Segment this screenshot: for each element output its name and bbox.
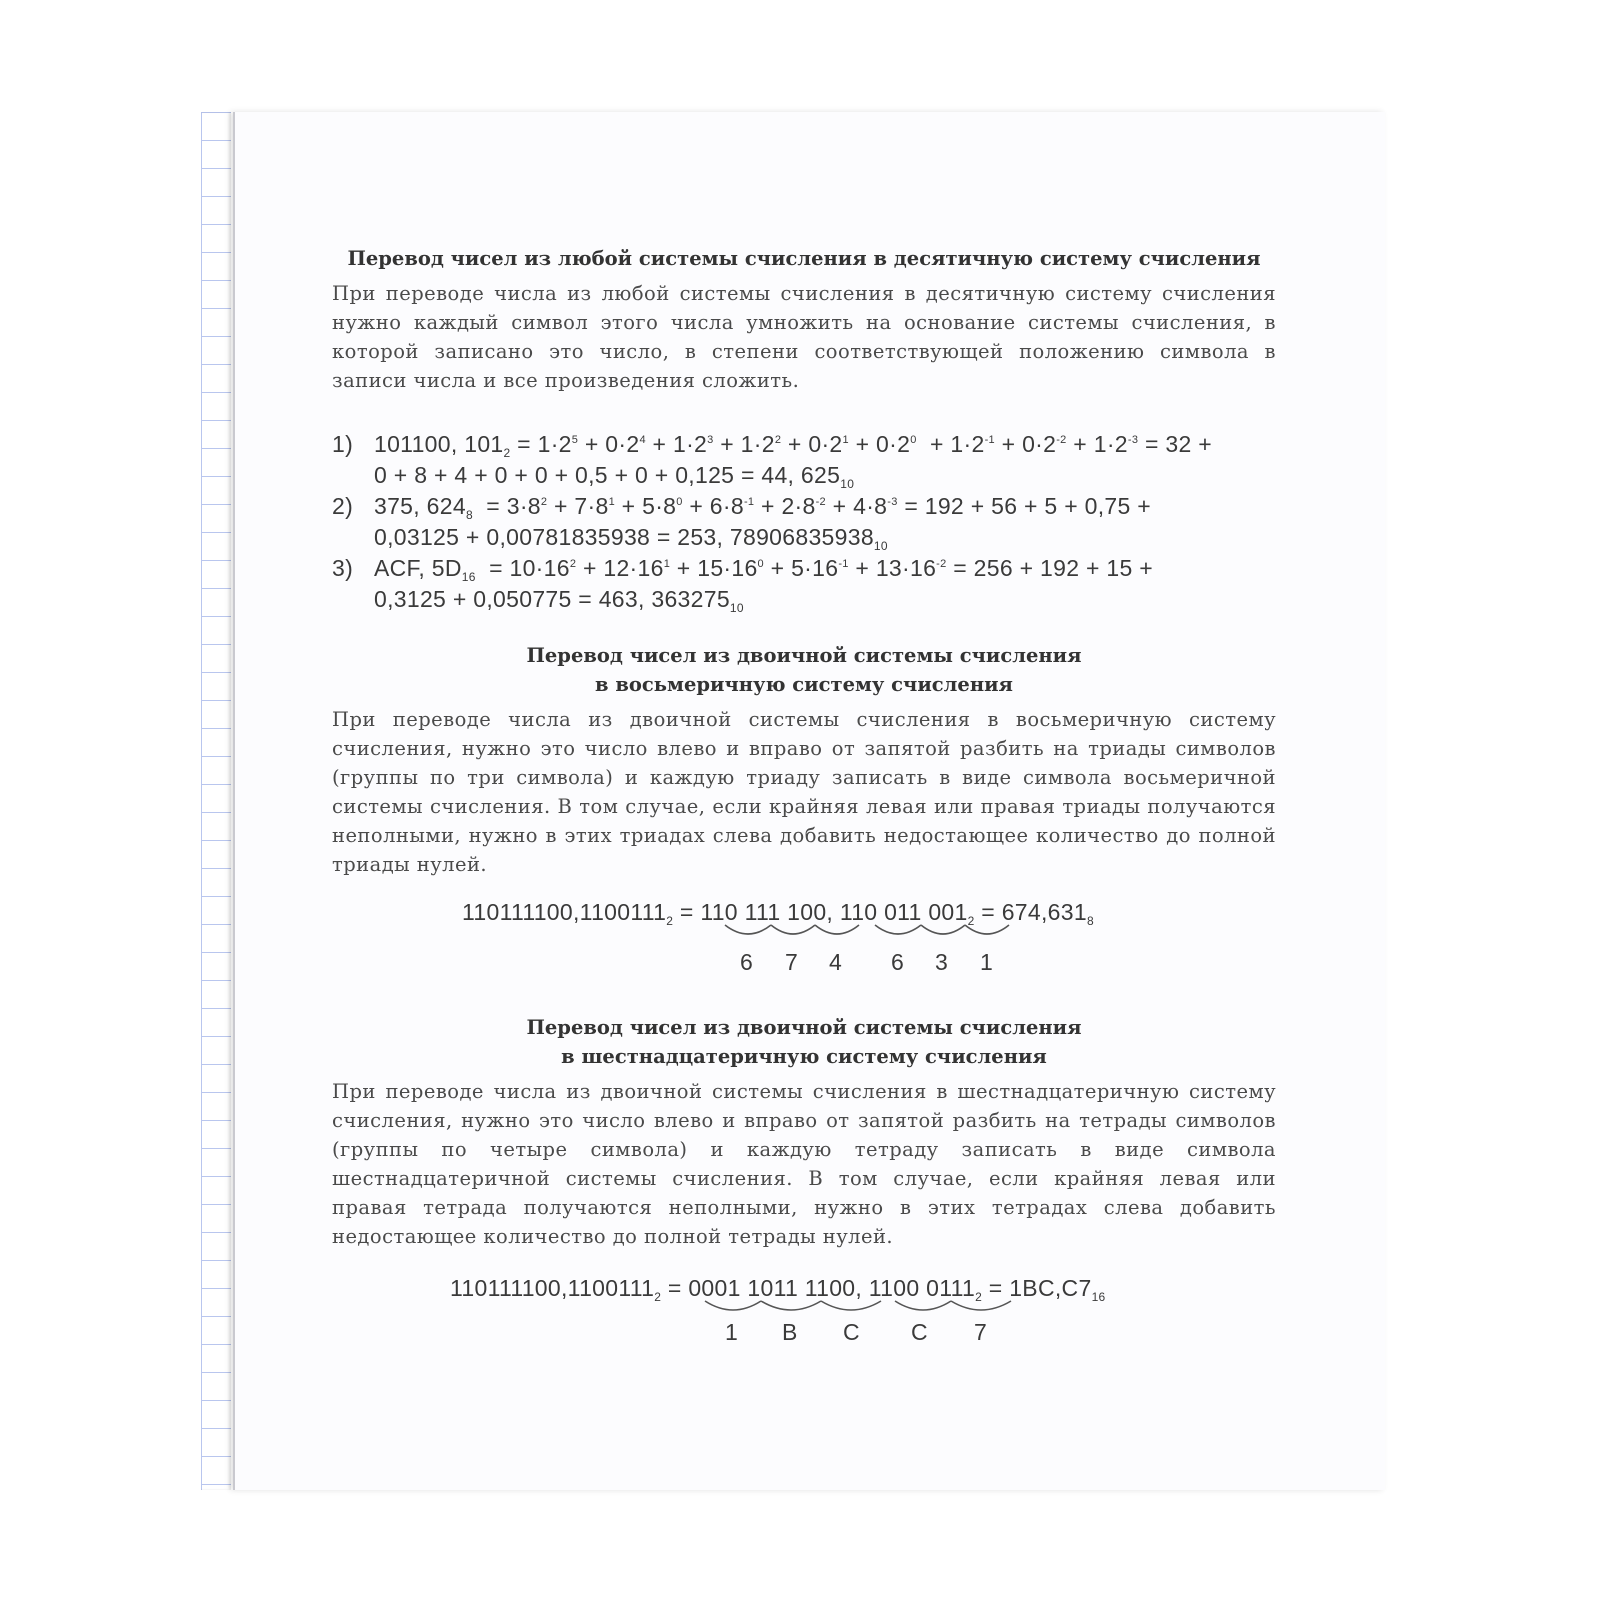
notebook-grid-edge [201,112,231,1490]
octal-source-base: 2 [666,914,674,928]
example-number: 3) [332,555,354,581]
examples-list [332,429,1276,615]
hex-digit: 7 [974,1319,988,1345]
hex-equation: $110111100,1100111_2 = 0001$ 1011 1100, 1100 $0111_2 = 1BC,C7_{16}$ [450,1275,1106,1304]
section2-paragraph: При переводе числа из двоичной системы счисления в восьмеричную систему счисления, нужно это число влево и вправо от запятой разбить на триады символов (группы по три символа) и каждую триаду записать в виде символа восьмеричной системы счисления. В том случае, если крайняя левая или правая триады получаются неполными, нужно в этих триадах слева добавить недостающее количество до полной триады нулей. [332,708,1276,876]
octal-digit: 7 [785,949,799,975]
section3-title-line2: в шестнадцатеричную систему счисления [561,1045,1047,1068]
hex-result: 1BC,C7 [1009,1275,1092,1301]
octal-equation: $110111100,1100111_2 = 110$ 111 100, 110 011 $001_2 = 674,631_8$ [462,899,1094,928]
octal-grouped-int: 110 111 100, [700,899,834,925]
section1-title: Перевод чисел из любой системы счисления в десятичную систему счисления [347,247,1261,270]
octal-grouped-frac: 110 011 001 [839,899,968,925]
hex-grouped-int: 0001 1011 1100, [688,1275,863,1301]
example-1 [332,429,1276,491]
section3-paragraph: При переводе числа из двоичной системы счисления в шестнадцатеричную систему счисления, нужно это число влево и вправо от запятой разбить на тетрады символов (группы по четыре символа) и каждую тетраду записать в виде символа шестнадцатеричной системы счисления. В том случае, если крайняя левая или правая тетрада получаются неполными, нужно в этих тетрадах слева добавить недостающее количество до полной тетрады нулей. [332,1080,1276,1248]
octal-digit: 3 [935,949,949,975]
hex-source: 110111100,1100111 [450,1275,655,1301]
octal-source: 110111100,1100111 [462,899,667,925]
hex-digit: C [843,1319,860,1345]
example-formula: ACF, $5D_{16} = 10\cdot 16^2 + 12\cdot 16^1 + 15\cdot 16^0 + 5\cdot 16^{-1} + 13\cdot 16^{-2} = 256 + 192 + 15$ + 0,3125 + 0,050775 = 463, $363275_{10}$ [374,555,1154,615]
octal-result: 674,631 [1001,899,1087,925]
section2 [332,641,1276,981]
example-formula: 375, $624_8 = 3\cdot 8^2 + 7\cdot 8^1 + 5\cdot 8^0 + 6\cdot 8^{-1} + 2\cdot 8^{-2} + 4\cdot 8^{-3} = 192 + 56 + 5 + 0,75$ + 0,03125 + 0,00781835938 = 253, $78906835938_{10}$ [374,493,1152,553]
hex-conversion-figure [332,1273,1276,1343]
hex-grouped-base: 2 [975,1290,983,1304]
hex-digit: B [782,1319,798,1345]
example-number: 2) [332,493,354,519]
section3-title-line1: Перевод чисел из двоичной системы счисления [526,1016,1082,1039]
octal-digit: 1 [980,949,994,975]
tetrad-braces [332,1273,1276,1343]
triad-braces [332,897,1276,981]
hex-digit: C [911,1319,928,1345]
octal-digit: 6 [740,949,754,975]
hex-source-base: 2 [654,1290,662,1304]
example-formula: 101100, $101_2 = 1\cdot 2^5 + 0\cdot 2^4 + 1\cdot 2^3 + 1\cdot 2^2 + 0\cdot 2^1 + 0\cdot 2^0 + 1\cdot 2^{-1} + 0\cdot 2^{-2} + 1\cdot 2^{-3} = 32$ + 0 + 8 + 4 + 0 + 0 + 0,5 + 0 + 0,125 = 44, $625_{10}$ [374,431,1212,491]
octal-grouped-base: 2 [967,914,975,928]
hex-grouped-frac: 1100 0111 [868,1275,976,1301]
octal-result-base: 8 [1086,914,1094,928]
example-number: 1) [332,431,354,457]
section1-paragraph: При переводе числа из любой системы счисления в десятичную систему счисления нужно каждый символ этого числа умножить на основание системы счисления, в которой записано это число, в степени соответствующей положению символа в записи числа и все произведения сложить. [332,282,1276,392]
octal-digit: 6 [891,949,905,975]
octal-digit: 4 [829,949,843,975]
notebook-page [233,112,1385,1490]
section3 [332,1013,1276,1343]
hex-result-base: 16 [1091,1290,1106,1304]
hex-digit: 1 [725,1319,739,1345]
page-content [332,244,1276,1343]
example-2 [332,491,1276,553]
section2-title-line2: в восьмеричную систему счисления [595,673,1013,696]
example-3 [332,553,1276,615]
octal-conversion-figure [332,897,1276,981]
section2-title-line1: Перевод чисел из двоичной системы счисления [526,644,1082,667]
